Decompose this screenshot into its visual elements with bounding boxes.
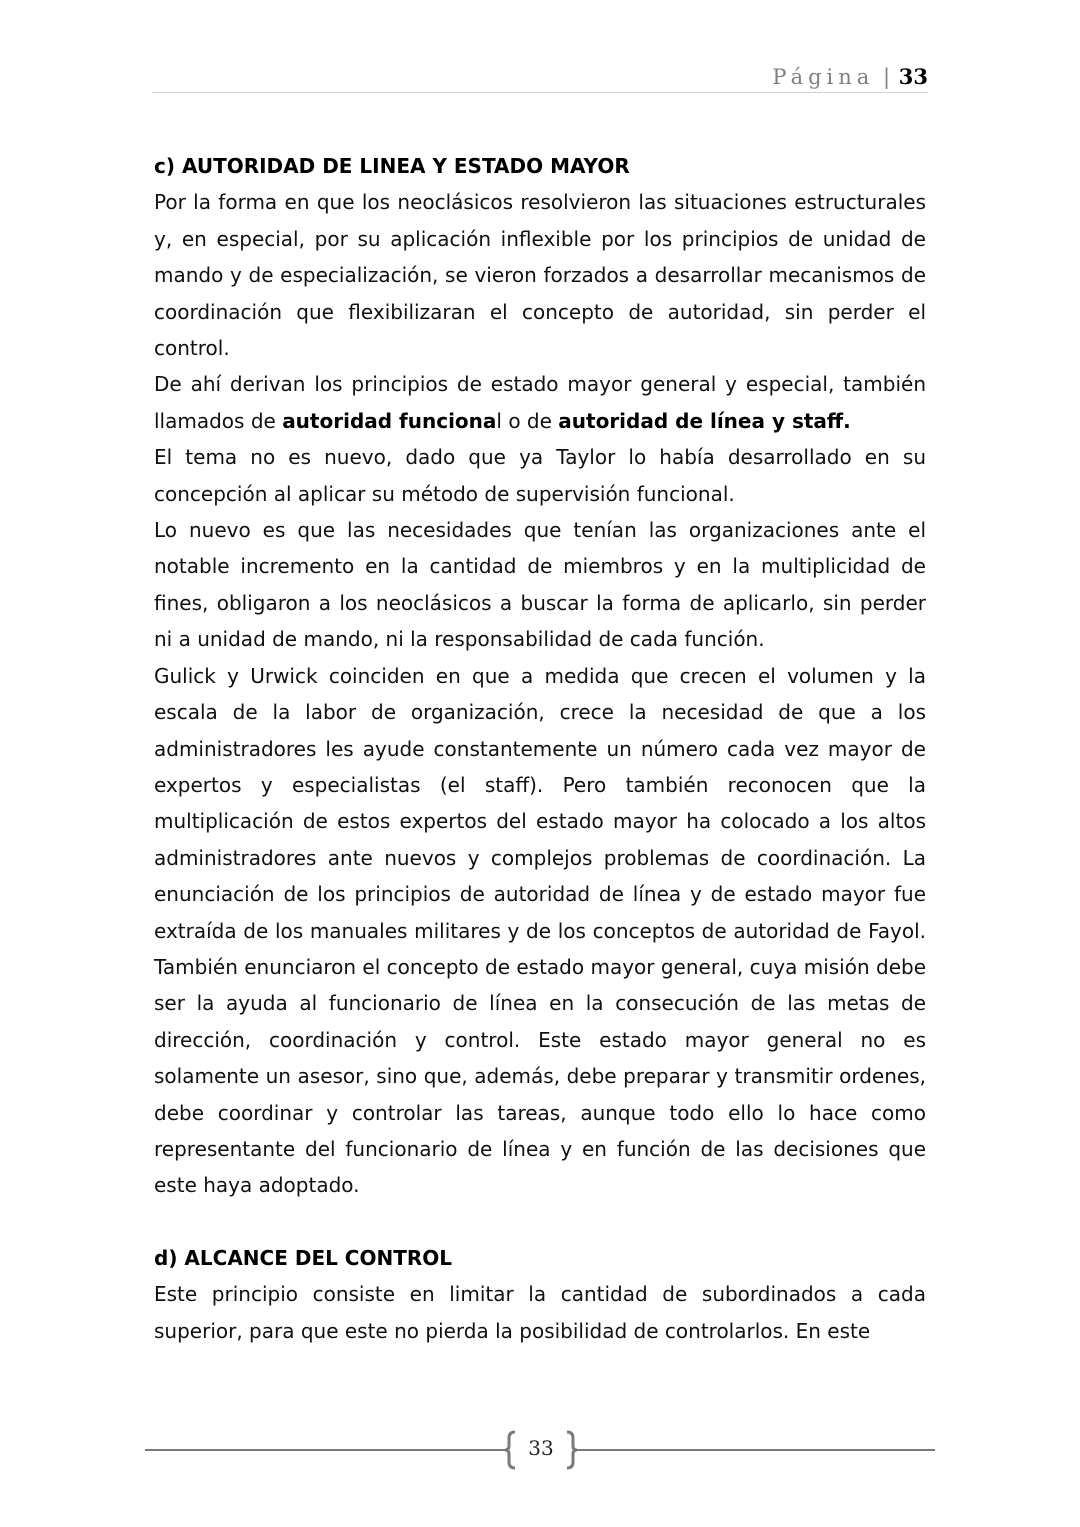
document-body: [154, 148, 926, 1349]
section-c-paragraph-3: El tema no es nuevo, dado que ya Taylor lo había desarrollado en su concepción al aplicar su método de supervisión funcional.: [154, 445, 926, 506]
section-c-paragraph-4: Lo nuevo es que las necesidades que tenían las organizaciones ante el notable incremento en la cantidad de miembros y en la multiplicidad de fines, obligaron a los neoclásicos a buscar la forma de aplicarlo, sin perder ni a unidad de mando, ni la responsabilidad de cada función.: [154, 518, 926, 652]
paragraph-2-text-a: De ahí derivan los principios de estado mayor general y especial, también llamados de: [154, 372, 926, 433]
header-page-number: 33: [898, 64, 928, 89]
section-c-paragraph-5: Gulick y Urwick coinciden en que a medida que crecen el volumen y la escala de la labor de organización, crece la necesidad de que a los administradores les ayude constantemente un número cada vez mayor de expertos y especialistas (el staff). Pero también reconocen que la multiplicación de estos expertos del estado mayor ha colocado a los altos administradores ante nuevos y complejos problemas de coordinación. La enunciación de los principios de autoridad de línea y de estado mayor fue extraída de los manuales militares y de los conceptos de autoridad de Fayol. También enunciaron el concepto de estado mayor general, cuya misión debe ser la ayuda al funcionario de línea en la consecución de las metas de dirección, coordinación y control. Este estado mayor general no es solamente un asesor, sino que, además, debe preparar y transmitir ordenes, debe coordinar y controlar las tareas, aunque todo ello lo hace como representante del funcionario de línea y en función de las decisiones que este haya adoptado.: [154, 663, 926, 1198]
footer-rule-right: [577, 1449, 935, 1451]
page-header: [152, 62, 928, 93]
section-c-heading: c) AUTORIDAD DE LINEA Y ESTADO MAYOR: [154, 154, 630, 178]
footer-page-number: 33: [528, 1436, 554, 1460]
bold-term-autoridad-funcional: autoridad funciona: [282, 408, 497, 433]
section-c-paragraph-2: [154, 366, 926, 439]
footer-rule-left: [145, 1449, 505, 1451]
page-label: Página: [772, 65, 875, 89]
section-d-heading: d) ALCANCE DEL CONTROL: [154, 1245, 453, 1270]
bold-term-linea-staff: autoridad de línea y staff.: [558, 408, 851, 433]
page-separator: |: [883, 65, 891, 89]
paragraph-2-text-c: l o de: [496, 408, 559, 433]
section-d-paragraph-1: Este principio consiste en limitar la cantidad de subordinados a cada superior, para que este no pierda la posibilidad de controlarlos. En este: [154, 1282, 926, 1343]
section-c-paragraph-1: Por la forma en que los neoclásicos resolvieron las situaciones estructurales y, en especial, por su aplicación inflexible por los principios de unidad de mando y de especialización, se vieron forzados a desarrollar mecanismos de coordinación que flexibilizaran el concepto de autoridad, sin perder el control.: [154, 190, 926, 361]
section-spacer: [154, 1204, 926, 1240]
page-footer: [145, 1430, 935, 1474]
